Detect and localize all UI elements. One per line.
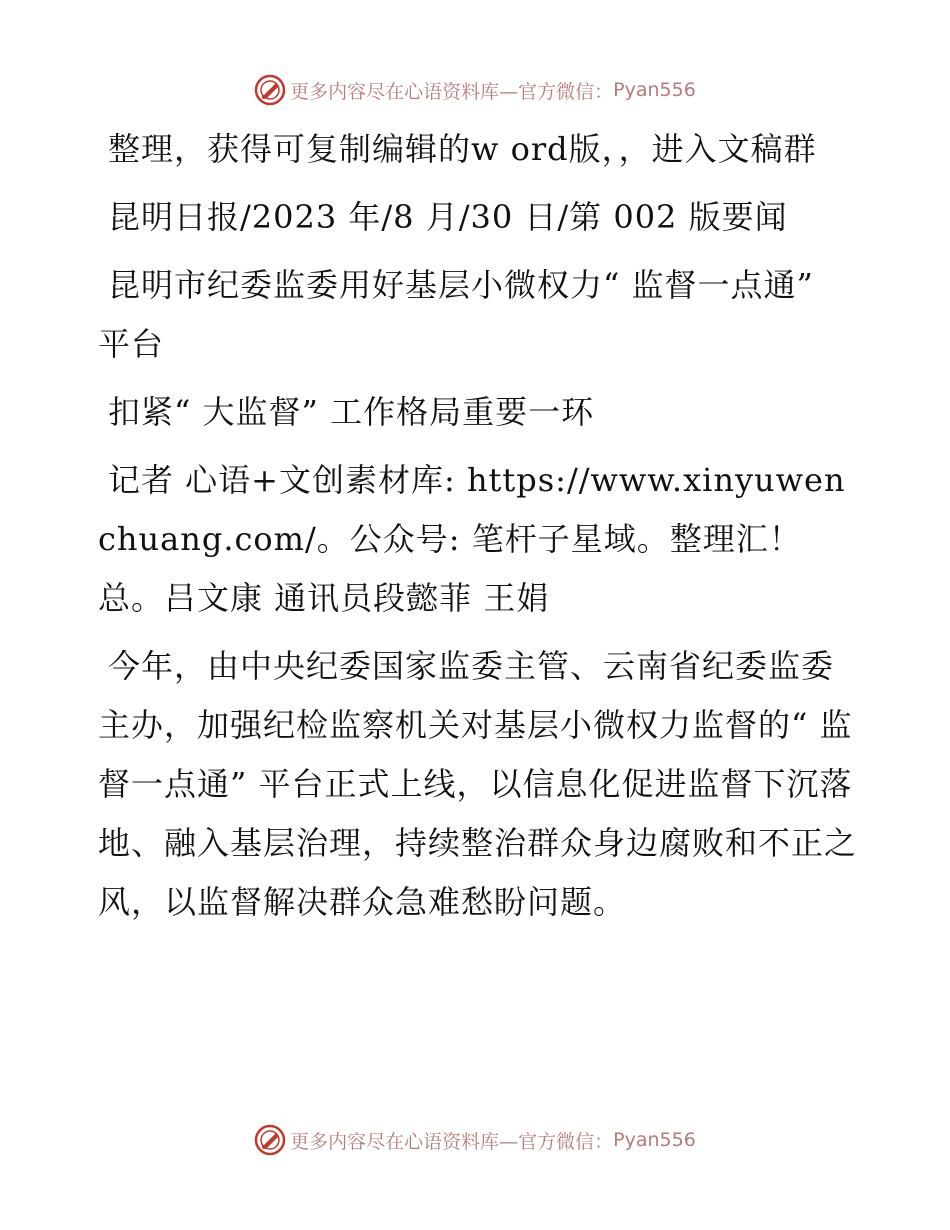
- xinyu-logo-icon: [254, 74, 286, 106]
- article-subtitle: 扣紧“ 大监督” 工作格局重要一环: [108, 393, 595, 431]
- body-paragraph: 今年，由中央纪委国家监委主管、云南省纪委监委主办，加强纪检监察机关对基层小微权力监督的“ 监督一点通” 平台正式上线，以信息化促进监督下沉落地、融入基层治理，持续整治群众身边腐败和不正之风，以监督解决群众急难愁盼问题。: [98, 647, 858, 921]
- footer-banner-text: 更多内容尽在心语资料库—官方微信：: [290, 1130, 614, 1153]
- byline-paragraph: 记者 心语+文创素材库: https://www.xinyuwenchuang.com/。公众号: 笔杆子星域。整理汇！总。吕文康 通讯员段懿菲 王娟: [98, 461, 846, 617]
- header-banner-text: 更多内容尽在心语资料库—官方微信：: [290, 80, 614, 103]
- footer-banner: [0, 1122, 950, 1158]
- intro-paragraph: 整理，获得可复制编辑的w ord版，，进入文稿群: [108, 130, 817, 168]
- article-title: 昆明市纪委监委用好基层小微权力“ 监督一点通” 平台: [98, 266, 814, 363]
- document-body: [98, 120, 858, 941]
- source-line: 昆明日报/2023 年/8 月/30 日/第 002 版要闻: [108, 198, 788, 236]
- header-banner-wechat: Pyan556: [613, 79, 696, 101]
- header-banner: [0, 72, 950, 108]
- footer-banner-wechat: Pyan556: [613, 1129, 696, 1151]
- xinyu-logo-icon: [254, 1124, 286, 1156]
